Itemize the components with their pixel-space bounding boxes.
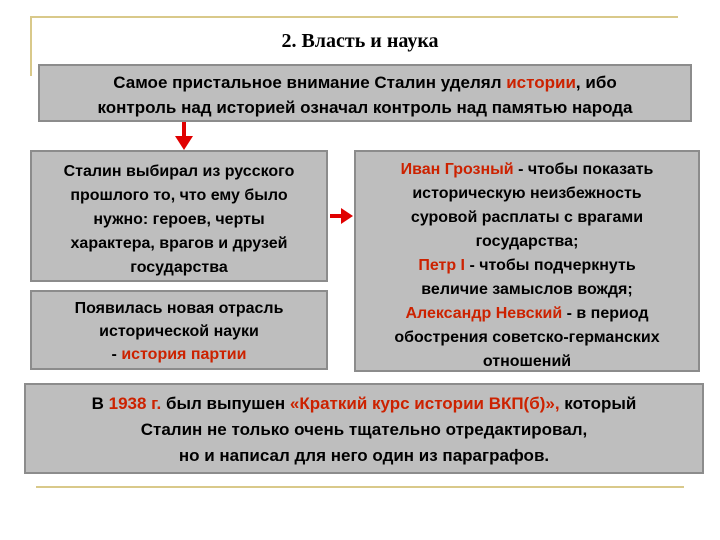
short-course-box: [24, 383, 704, 474]
slide-title: 2. Власть и наука: [281, 30, 439, 52]
rulers-line: величие замыслов вождя;: [421, 281, 633, 298]
rulers-line: суровой расплаты с врагами: [410, 209, 644, 226]
ivan-name: Иван Грозный: [400, 161, 514, 178]
ivan-text: - чтобы показать: [513, 161, 654, 178]
short-course-suffix: который: [559, 394, 637, 413]
main-statement-text: Самое пристальное внимание Сталин уделял: [113, 73, 507, 92]
new-field-line: [32, 343, 326, 366]
new-field-dash: -: [111, 346, 122, 363]
new-field-line: исторической науки: [99, 323, 259, 340]
alexander-text: - в период: [562, 305, 649, 322]
stalin-box-line: прошлого то, что ему было: [70, 187, 288, 204]
party-history-highlight: история партии: [121, 346, 247, 363]
stalin-box-line: характера, врагов и друзей: [70, 235, 288, 252]
frame-bottom-line: [36, 486, 684, 488]
peter-line: [356, 254, 698, 278]
stalin-box-line: нужно: героев, черты: [93, 211, 265, 228]
main-statement-line1: [40, 70, 690, 95]
main-statement-box: [38, 64, 692, 122]
book-title-highlight: «Краткий курс истории ВКП(б)»,: [289, 394, 560, 413]
short-course-line2: Сталин не только очень тщательно отредактировал,: [140, 420, 588, 439]
peter-text: - чтобы подчеркнуть: [465, 257, 636, 274]
stalin-box-line: Сталин выбирал из русского: [63, 163, 295, 180]
rulers-line: обострения советско-германских: [394, 329, 660, 346]
stalin-box-line: государства: [130, 259, 228, 276]
rulers-line: историческую неизбежность: [412, 185, 642, 202]
rulers-box: [354, 150, 700, 372]
peter-name: Петр I: [418, 257, 465, 274]
short-course-mid: был выпушен: [161, 394, 290, 413]
frame-top-line: [30, 16, 678, 18]
short-course-prefix: В: [91, 394, 109, 413]
ivan-line: [356, 158, 698, 182]
year-highlight: 1938 г.: [108, 394, 162, 413]
rulers-line: отношений: [482, 353, 572, 370]
new-field-box: [30, 290, 328, 370]
main-statement-line2: контроль над историей означал контроль над памятью народа: [97, 98, 633, 117]
arrow-right-icon: [341, 208, 353, 224]
short-course-line1: [26, 391, 702, 417]
rulers-line: государства;: [475, 233, 579, 250]
alexander-line: [356, 302, 698, 326]
short-course-line3: но и написал для него один из параграфов.: [178, 446, 550, 465]
new-field-line: Появилась новая отрасль: [74, 300, 284, 317]
arrow-down-icon: [175, 136, 193, 150]
stalin-choice-box: [30, 150, 328, 282]
alexander-name: Александр Невский: [405, 305, 563, 322]
main-statement-text-end: , ибо: [575, 73, 617, 92]
main-statement-highlight: истории: [506, 73, 576, 92]
